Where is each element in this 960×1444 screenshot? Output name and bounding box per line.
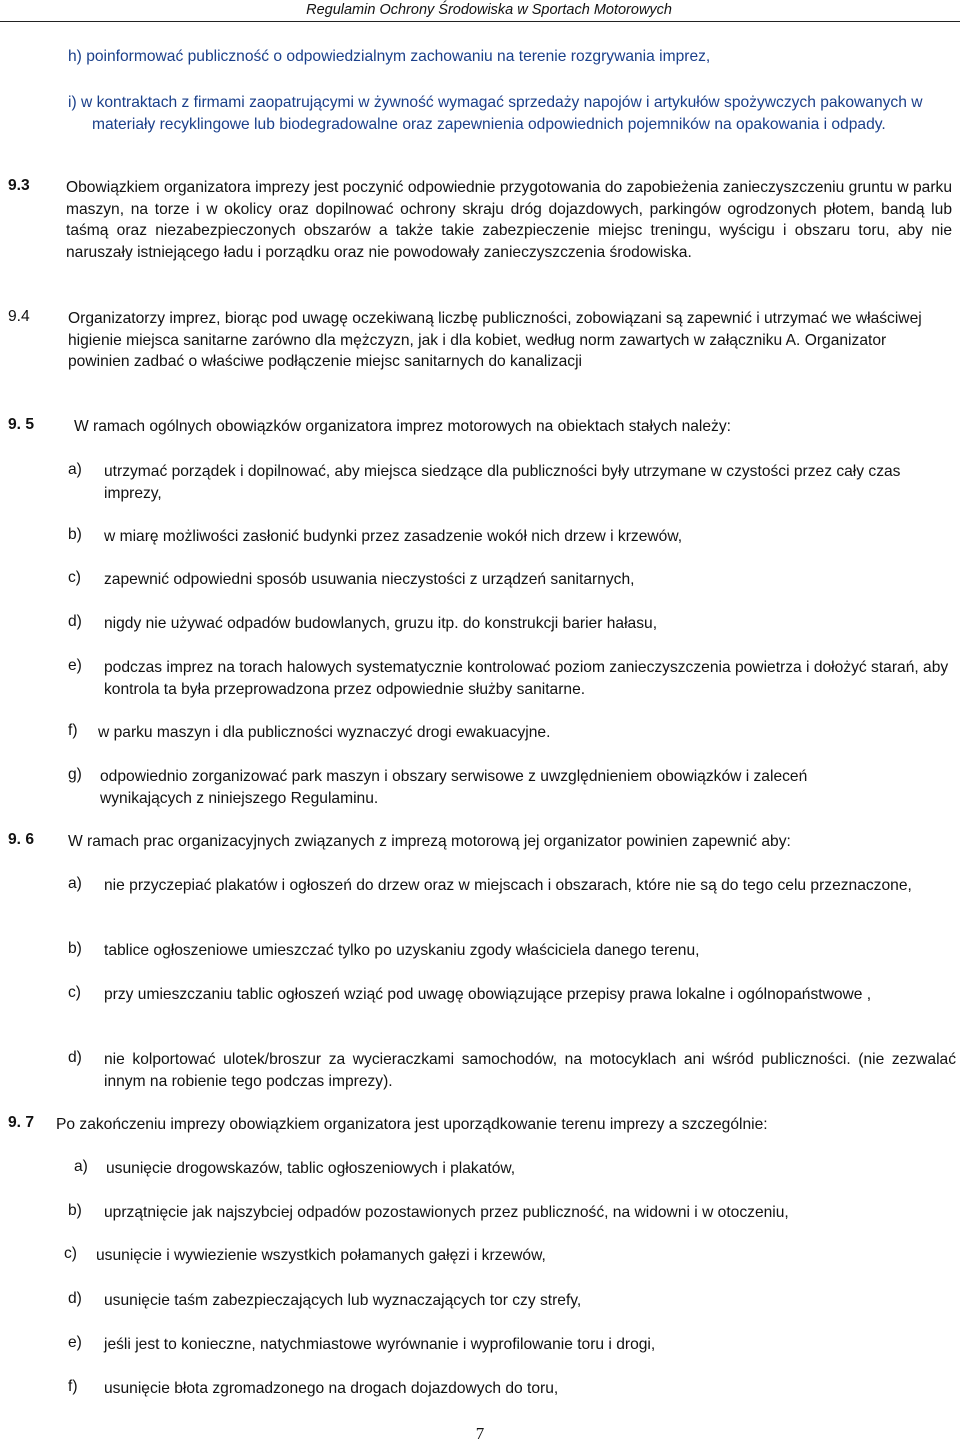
list-label: e)	[68, 1334, 82, 1351]
section-9-3-text: Obowiązkiem organizatora imprezy jest poczynić odpowiednie przygotowania do zapobieżenia zanieczyszczeniu gruntu w parku maszyn, na torze i w okolicy oraz dopilnować ochrony skraju dróg dojazdowych, parkingów ogrodzonych płotem, bandą lub taśmą oraz niezabezpieczonych obszarów a także takie zabezpieczenie miejsc treningu, wyścigu i obszaru toru, aby nie naruszały istniejącego ładu i porządku oraz nie powodowały zanieczyszczenia środowiska.	[66, 179, 952, 261]
section-9-6-intro: W ramach prac organizacyjnych związanych z imprezą motorową jej organizator powinien zapewnić aby:	[68, 833, 791, 850]
list-label: c)	[68, 569, 81, 586]
list-label: f)	[68, 722, 78, 739]
section-number: 9.3	[8, 177, 30, 194]
list-item: usunięcie drogowskazów, tablic ogłoszeniowych i plakatów,	[106, 1160, 516, 1177]
list-label: d)	[68, 1290, 82, 1307]
section-number: 9. 7	[8, 1114, 35, 1131]
list-item: zapewnić odpowiedni sposób usuwania nieczystości z urządzeń sanitarnych,	[104, 571, 635, 588]
page-number: 7	[475, 1424, 485, 1443]
list-item: utrzymać porządek i dopilnować, aby miejsca siedzące dla publiczności były utrzymane w czystości przez cały czas imprezy,	[104, 463, 901, 502]
list-item: nigdy nie używać odpadów budowlanych, gruzu itp. do konstrukcji barier hałasu,	[104, 615, 658, 632]
list-item: odpowiednio zorganizować park maszyn i obszary serwisowe z uwzględnieniem obowiązków i zaleceń wynikających z niniejszego Regulaminu.	[100, 768, 808, 807]
list-item: przy umieszczaniu tablic ogłoszeń wziąć pod uwagę obowiązujące przepisy prawa lokalne i ogólnopaństwowe ,	[104, 986, 872, 1003]
list-item: usunięcie taśm zabezpieczających lub wyznaczających tor czy strefy,	[104, 1292, 582, 1309]
list-label: a)	[68, 875, 82, 892]
page-header	[0, 0, 960, 22]
list-item: usunięcie błota zgromadzonego na drogach dojazdowych do toru,	[104, 1380, 559, 1397]
section-9-4-text: Organizatorzy imprez, biorąc pod uwagę oczekiwaną liczbę publiczności, zobowiązani są zapewnić i utrzymać we właściwej higienie miejsca sanitarne zarówno dla mężczyzn, jak i dla kobiet, według norm zawartych w załączniku A. Organizator powinien zadbać o właściwe podłączenie miejsc sanitarnych do kanalizacji	[68, 310, 922, 370]
list-label: d)	[68, 1049, 82, 1066]
item-i: i) w kontraktach z firmami zaopatrującymi w żywność wymagać sprzedaży napojów i artykułów spożywczych pakowanych w materiały recyklingowe lub biodegradowalne oraz zapewnienia odpowiednich pojemników na opakowania i odpady.	[68, 94, 923, 133]
list-label: b)	[68, 1202, 82, 1219]
list-label: e)	[68, 657, 82, 674]
list-label: b)	[68, 940, 82, 957]
list-item: podczas imprez na torach halowych systematycznie kontrolować poziom zanieczyszczenia powietrza i dołożyć starań, aby kontrola ta była przeprowadzona przez odpowiednie służby sanitarne.	[104, 659, 949, 698]
list-label: c)	[64, 1245, 77, 1262]
list-item: usunięcie i wywiezienie wszystkich połamanych gałęzi i krzewów,	[96, 1247, 546, 1264]
list-label: a)	[74, 1158, 88, 1175]
list-item: nie przyczepiać plakatów i ogłoszeń do drzew oraz w miejscach i obszarach, które nie są do tego celu przeznaczone,	[104, 877, 912, 894]
list-label: d)	[68, 613, 82, 630]
list-item: nie kolportować ulotek/broszur za wycieraczkami samochodów, na motocyklach ani wśród publiczności. (nie zezwalać innym na robienie tego podczas imprezy).	[104, 1051, 956, 1090]
list-label: b)	[68, 526, 82, 543]
list-item: w miarę możliwości zasłonić budynki przez zasadzenie wokół nich drzew i krzewów,	[104, 528, 683, 545]
list-item: w parku maszyn i dla publiczności wyznaczyć drogi ewakuacyjne.	[98, 724, 551, 741]
list-item: tablice ogłoszeniowe umieszczać tylko po uzyskaniu zgody właściciela danego terenu,	[104, 942, 700, 959]
document-title: Regulamin Ochrony Środowiska w Sportach Motorowych	[306, 2, 672, 18]
list-item: uprzątnięcie jak najszybciej odpadów pozostawionych przez publiczność, na widowni i w otoczeniu,	[104, 1204, 789, 1221]
section-9-5-intro: W ramach ogólnych obowiązków organizatora imprez motorowych na obiektach stałych należy:	[74, 418, 731, 435]
header-rule	[0, 21, 960, 22]
list-item: jeśli jest to konieczne, natychmiastowe wyrównanie i wyprofilowanie toru i drogi,	[104, 1336, 656, 1353]
section-number: 9. 5	[8, 416, 35, 433]
list-label: f)	[68, 1378, 78, 1395]
section-number: 9.4	[8, 308, 30, 325]
list-label: a)	[68, 461, 82, 478]
list-label: c)	[68, 984, 81, 1001]
list-label: g)	[68, 766, 82, 783]
item-h: h) poinformować publiczność o odpowiedzialnym zachowaniu na terenie rozgrywania imprez,	[68, 48, 711, 65]
section-9-7-intro: Po zakończeniu imprezy obowiązkiem organizatora jest uporządkowanie terenu imprezy a szczególnie:	[56, 1116, 768, 1133]
section-number: 9. 6	[8, 831, 35, 848]
